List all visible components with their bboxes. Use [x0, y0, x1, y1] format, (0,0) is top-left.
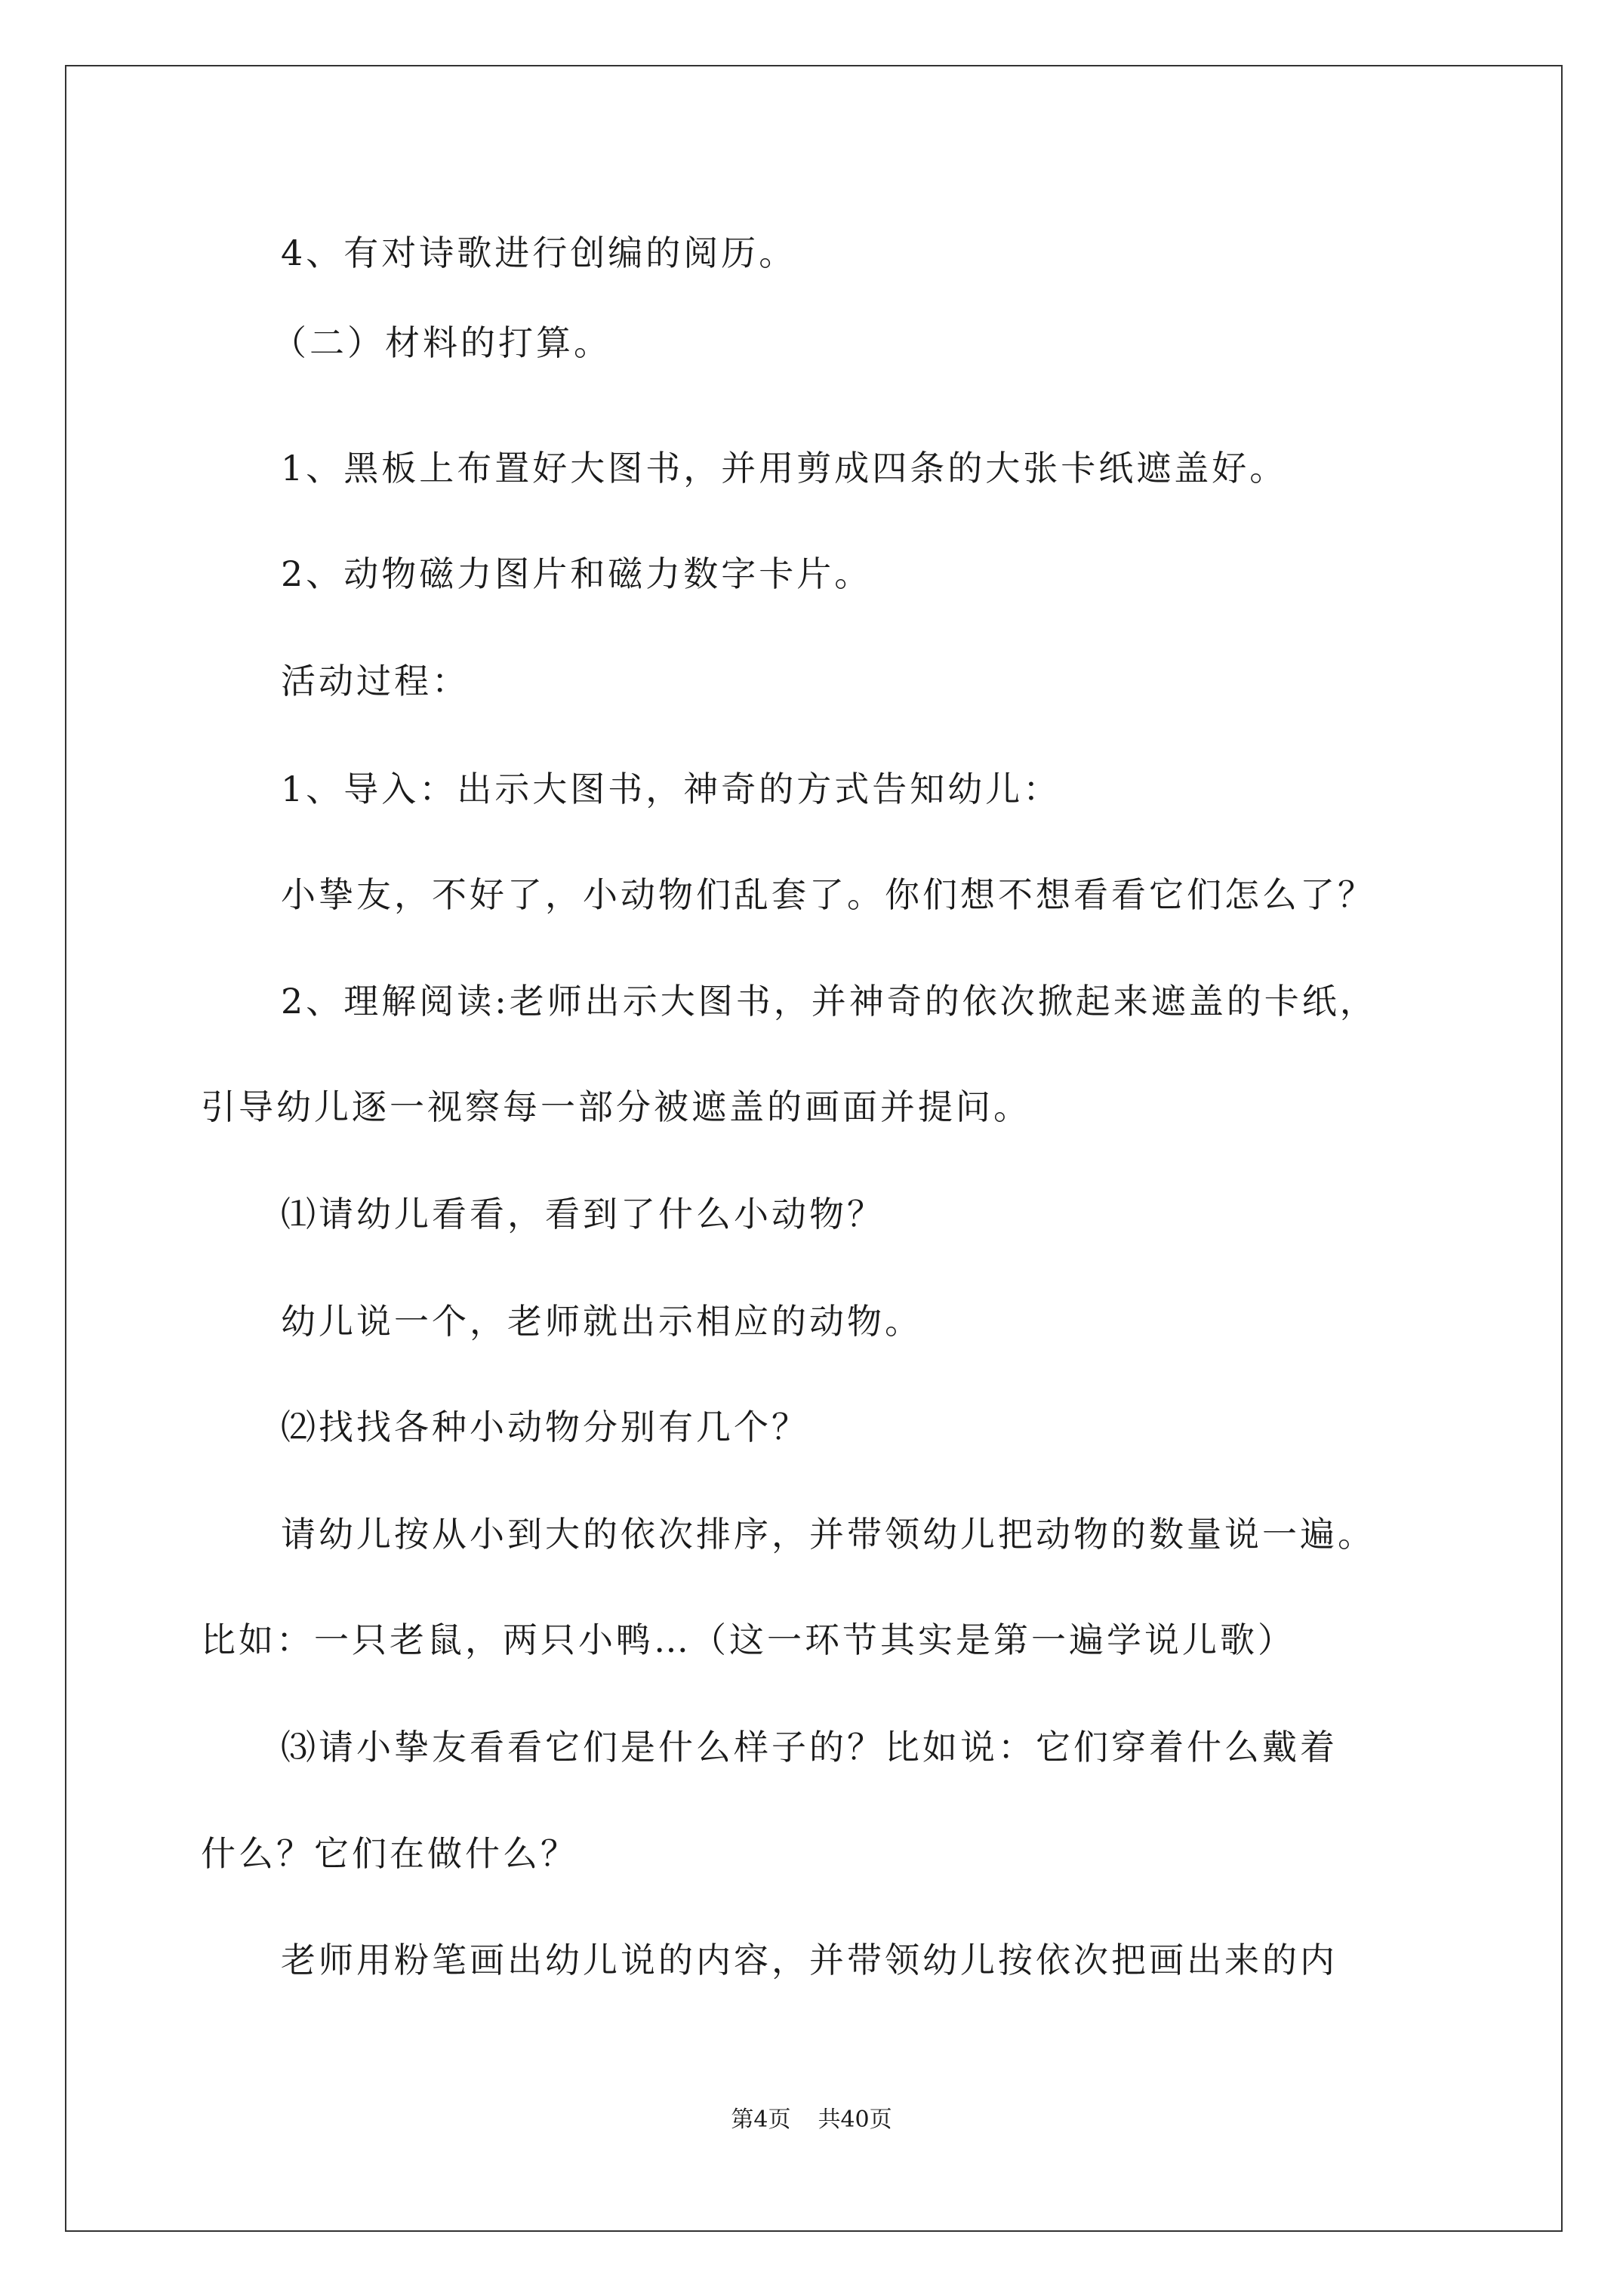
text-line-13: 请幼儿按从小到大的依次排序，并带领幼儿把动物的数量说一遍。 [281, 1514, 1375, 1555]
text-line-11: 幼儿说一个，老师就出示相应的动物。 [281, 1301, 922, 1342]
text-line-3: 1、黑板上布置好大图书，并用剪成四条的大张卡纸遮盖好。 [281, 448, 1288, 488]
text-line-8: 2、理解阅读:老师出示大图书，并神奇的依次掀起来遮盖的卡纸， [281, 981, 1378, 1022]
text-line-6: 1、导入：出示大图书，神奇的方式告知幼儿： [281, 769, 1061, 809]
page-footer [0, 2105, 1623, 2135]
text-line-9: 引导幼儿逐一视察每一部分被遮盖的画面并提问。 [201, 1086, 1031, 1127]
text-line-4: 2、动物磁力图片和磁力数字卡片。 [281, 553, 873, 594]
text-line-2: （二）材料的打算。 [272, 322, 611, 363]
text-line-15: ⑶请小挚友看看它们是什么样子的？比如说：它们穿着什么戴着 [281, 1727, 1338, 1767]
page-number: 第4页 [731, 2106, 791, 2133]
text-line-1: 4、有对诗歌进行创编的阅历。 [281, 233, 797, 273]
text-line-7: 小挚友，不好了，小动物们乱套了。你们想不想看看它们怎么了？ [281, 874, 1375, 915]
text-line-16: 什么？它们在做什么？ [201, 1833, 578, 1874]
page-border [65, 65, 1563, 2232]
text-line-5: 活动过程： [281, 661, 470, 701]
text-line-10: ⑴请幼儿看看，看到了什么小动物？ [281, 1194, 885, 1234]
text-line-12: ⑵找找各种小动物分别有几个？ [281, 1407, 809, 1447]
text-line-17: 老师用粉笔画出幼儿说的内容，并带领幼儿按依次把画出来的内 [281, 1940, 1338, 1980]
text-line-14: 比如：一只老鼠，两只小鸭…（这一环节其实是第一遍学说儿歌） [201, 1620, 1295, 1660]
page-total: 共40页 [818, 2106, 892, 2133]
